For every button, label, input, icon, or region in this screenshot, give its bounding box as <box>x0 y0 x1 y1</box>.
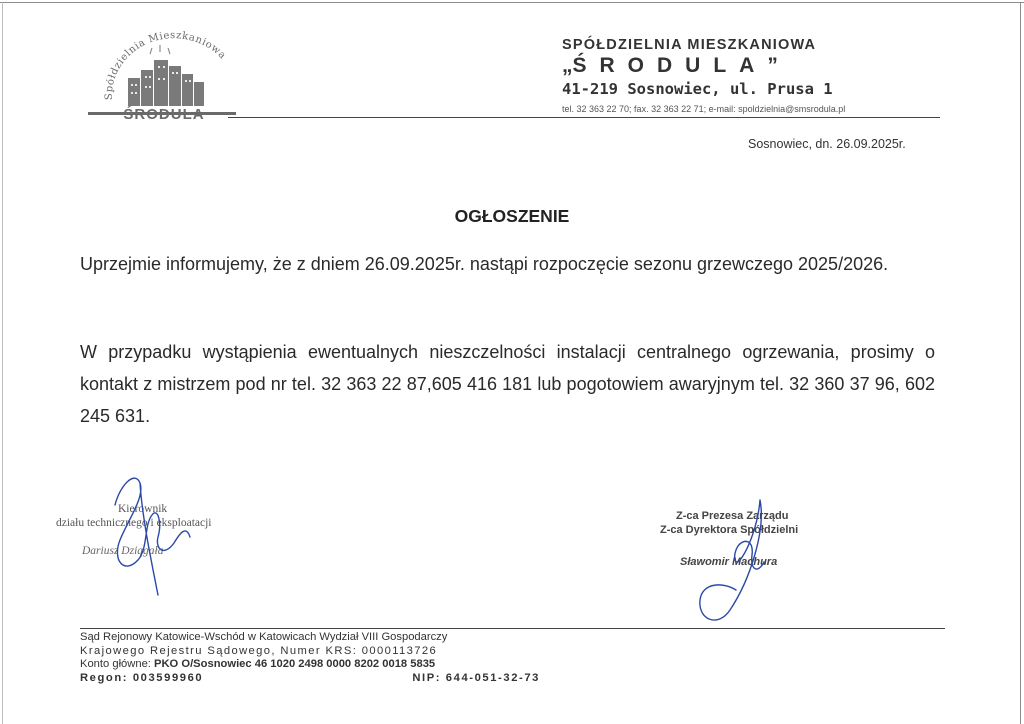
right-signatory-title-line2: Z-ca Dyrektora Spółdzielni <box>660 524 799 536</box>
logo-name: ŚRODULA <box>123 106 205 123</box>
logo-buildings <box>128 60 204 106</box>
letterhead-rule <box>228 117 940 118</box>
right-signatory-title-line1: Z-ca Prezesa Zarządu <box>676 510 789 522</box>
document-date: Sosnowiec, dn. 26.09.2025r. <box>748 137 906 151</box>
organization-short-word: ŚRODULA <box>572 54 768 77</box>
left-signatory-title-line2: działu technicznego i eksploatacji <box>56 517 212 529</box>
footer-regon: Regon: 003599960 <box>80 671 204 684</box>
paragraph-contact-info: W przypadku wystąpienia ewentualnych nieszczelności instalacji centralnego ogrzewania, prosimy o kontakt z mistrzem pod nr tel. 32 363 22 87,605 416 181 lub pogotowiem awaryjnym tel. 32 360 37 96, 602 245 631. <box>80 342 935 426</box>
document-title: OGŁOSZENIE <box>454 206 570 226</box>
quote-open: „ <box>562 54 573 77</box>
footer-rule <box>80 628 945 629</box>
paragraph-heating-season: Uprzejmie informujemy, że z dniem 26.09.2025r. nastąpi rozpoczęcie sezonu grzewczego 2025/2026. <box>80 254 889 274</box>
logo-arc-text: Spółdzielnia Mieszkaniowa <box>103 30 229 101</box>
quote-close: ” <box>767 54 778 77</box>
footer-krs: Krajowego Rejestru Sądowego, Numer KRS: 0000113726 <box>80 644 438 657</box>
logo-sun-rays <box>150 45 170 54</box>
footer-ids <box>80 672 540 686</box>
footer-account <box>80 658 540 672</box>
organization-contact: tel. 32 363 22 70; fax. 32 363 22 71; e-mail: spoldzielnia@smsrodula.pl <box>562 104 846 114</box>
footer-account-number: PKO O/Sosnowiec 46 1020 2498 0000 8202 0018 5835 <box>154 658 436 670</box>
right-signature <box>640 470 820 625</box>
organization-short-name <box>562 54 922 78</box>
footer <box>80 631 540 685</box>
left-signatory-title-line1: Kierownik <box>118 503 168 515</box>
footer-account-label: Konto główne: <box>80 658 155 670</box>
left-signature <box>40 465 240 610</box>
organization-name: SPÓŁDZIELNIA MIESZKANIOWA <box>562 37 817 53</box>
footer-nip: NIP: 644-051-32-73 <box>412 671 540 684</box>
page-border-right <box>1020 2 1021 724</box>
page-border-top <box>0 2 1024 3</box>
left-signatory-name: Dariusz Dziągała <box>82 545 164 557</box>
right-signatory-name: Sławomir Machura <box>680 556 778 568</box>
organization-address: 41-219 Sosnowiec, ul. Prusa 1 <box>562 80 833 98</box>
page-border-left <box>2 2 3 724</box>
footer-court: Sąd Rejonowy Katowice-Wschód w Katowicach Wydział VIII Gospodarczy <box>80 631 448 643</box>
